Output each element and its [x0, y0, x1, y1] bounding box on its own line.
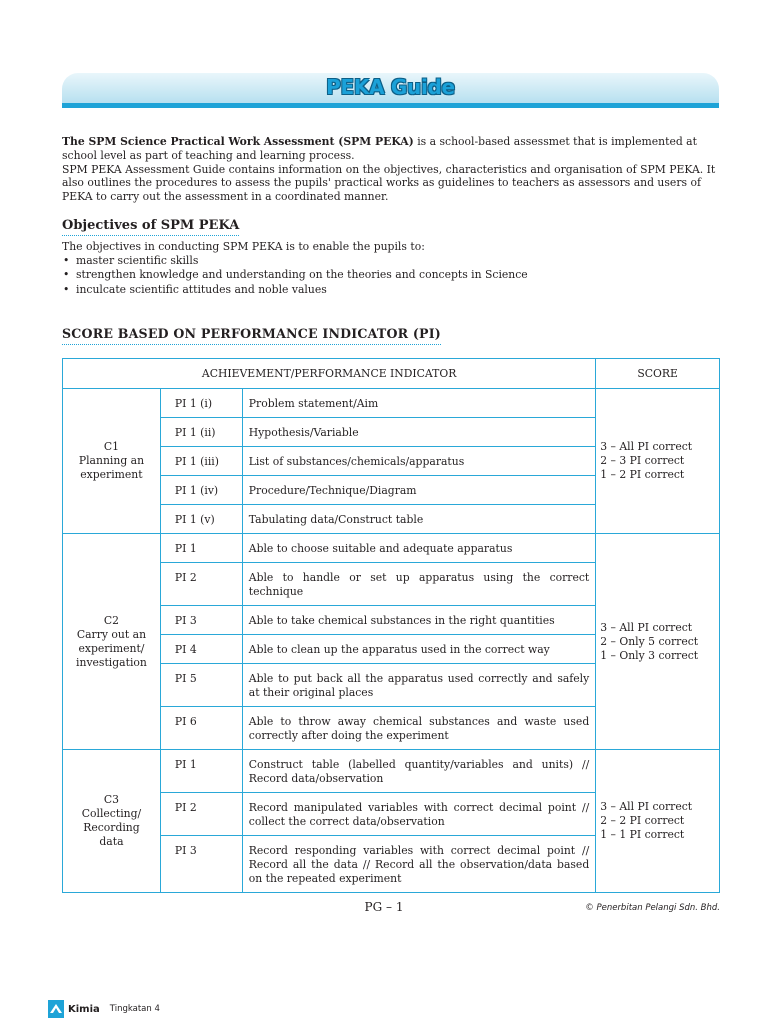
category-code: C3 — [103, 793, 120, 806]
intro-lead-rest: is a school-based assessmet that is implemented at school level as part of teaching and learning process. — [62, 135, 697, 162]
category-cell — [63, 750, 161, 893]
pi-cell: PI 1 (v) — [160, 505, 242, 534]
page-title: PEKA Guide — [326, 75, 455, 99]
score-line: 2 – 3 PI correct — [600, 454, 685, 467]
publisher-logo-icon — [48, 1000, 64, 1018]
pi-cell: PI 1 (iii) — [160, 447, 242, 476]
category-label: Carry out an — [76, 627, 147, 641]
category-label: experiment — [80, 468, 143, 481]
description-cell: Able to throw away chemical substances and waste used correctly after doing the experiment — [242, 707, 595, 750]
score-line: 3 – All PI correct — [600, 620, 693, 634]
performance-indicator-table — [62, 358, 720, 893]
pi-cell: PI 3 — [160, 836, 242, 893]
score-line: 1 – Only 3 correct — [600, 648, 699, 662]
category-label: Collecting/ — [81, 807, 142, 820]
description-cell: Construct table (labelled quantity/variables and units) // Record data/observation — [242, 750, 595, 793]
score-cell — [596, 389, 720, 534]
objective-item: • inculcate scientific attitudes and noble values — [62, 283, 722, 297]
category-label: Planning an — [78, 454, 145, 467]
banner-underline — [62, 103, 719, 108]
pi-cell: PI 1 (i) — [160, 389, 242, 418]
pi-cell: PI 3 — [160, 606, 242, 635]
score-line: 1 – 2 PI correct — [600, 468, 685, 481]
objectives-intro: The objectives in conducting SPM PEKA is to enable the pupils to: — [62, 240, 425, 253]
copyright-notice: © Penerbitan Pelangi Sdn. Bhd. — [585, 903, 720, 913]
pi-cell: PI 1 (ii) — [160, 418, 242, 447]
description-cell: Able to put back all the apparatus used correctly and safely at their original places — [242, 664, 595, 707]
category-cell — [63, 389, 161, 534]
score-line: 2 – 2 PI correct — [600, 814, 685, 827]
category-cell — [63, 534, 161, 750]
description-cell: Hypothesis/Variable — [242, 418, 595, 447]
pi-cell: PI 5 — [160, 664, 242, 707]
pi-cell: PI 1 — [160, 534, 242, 563]
category-label: investigation — [76, 655, 147, 669]
header-indicator: ACHIEVEMENT/PERFORMANCE INDICATOR — [63, 359, 596, 389]
table-row — [63, 750, 720, 793]
category-label: Recording — [83, 821, 140, 834]
table-row — [63, 389, 720, 418]
score-cell — [596, 750, 720, 893]
pi-cell: PI 1 (iv) — [160, 476, 242, 505]
description-cell: Able to handle or set up apparatus using the correct technique — [242, 563, 595, 606]
title-banner — [62, 73, 719, 109]
intro-paragraph-2: SPM PEKA Assessment Guide contains information on the objectives, characteristics and organisation of SPM PEKA. It also outlines the procedures to assess the pupils' practical works as guidelines to teachers as assessors and users of PEKA to carry out the assessment in a coordinated manner. — [62, 162, 716, 204]
objective-item: • master scientific skills — [62, 254, 722, 268]
objectives-section — [62, 240, 722, 297]
description-cell: Able to take chemical substances in the right quantities — [242, 606, 595, 635]
table-header-row — [63, 359, 720, 389]
table-row — [63, 534, 720, 563]
description-cell: Problem statement/Aim — [242, 389, 595, 418]
intro-bold-lead: The SPM Science Practical Work Assessment (SPM PEKA) — [62, 135, 414, 148]
score-cell — [596, 534, 720, 750]
subject-label: Kimia — [68, 1003, 100, 1015]
pi-cell: PI 6 — [160, 707, 242, 750]
description-cell: Able to clean up the apparatus used in the correct way — [242, 635, 595, 664]
score-line: 1 – 1 PI correct — [600, 828, 685, 841]
score-line: 2 – Only 5 correct — [600, 634, 699, 648]
category-code: C2 — [103, 613, 120, 627]
score-line: 3 – All PI correct — [600, 440, 693, 453]
intro-text — [62, 135, 722, 204]
score-line: 3 – All PI correct — [600, 800, 693, 813]
intro-paragraph-1 — [62, 135, 722, 163]
pi-cell: PI 2 — [160, 793, 242, 836]
pi-cell: PI 4 — [160, 635, 242, 664]
objectives-heading: Objectives of SPM PEKA — [62, 218, 239, 236]
category-label: data — [99, 835, 124, 848]
description-cell: Able to choose suitable and adequate apparatus — [242, 534, 595, 563]
objective-item: • strengthen knowledge and understanding on the theories and concepts in Science — [62, 268, 722, 282]
pi-cell: PI 2 — [160, 563, 242, 606]
book-footer — [48, 999, 160, 1019]
category-label: experiment/ — [78, 641, 145, 655]
header-score: SCORE — [596, 359, 720, 389]
description-cell: Tabulating data/Construct table — [242, 505, 595, 534]
description-cell: Procedure/Technique/Diagram — [242, 476, 595, 505]
page-number: PG – 1 — [364, 900, 404, 914]
description-cell: List of substances/chemicals/apparatus — [242, 447, 595, 476]
level-label: Tingkatan 4 — [109, 1004, 160, 1014]
score-heading: SCORE BASED ON PERFORMANCE INDICATOR (PI) — [62, 326, 441, 345]
category-code: C1 — [103, 440, 120, 453]
description-cell: Record manipulated variables with correct decimal point // collect the correct data/observation — [242, 793, 595, 836]
objectives-list — [62, 254, 722, 297]
description-cell: Record responding variables with correct decimal point // Record all the data // Record all the observation/data based on the repeated experiment — [242, 836, 595, 893]
pi-cell: PI 1 — [160, 750, 242, 793]
